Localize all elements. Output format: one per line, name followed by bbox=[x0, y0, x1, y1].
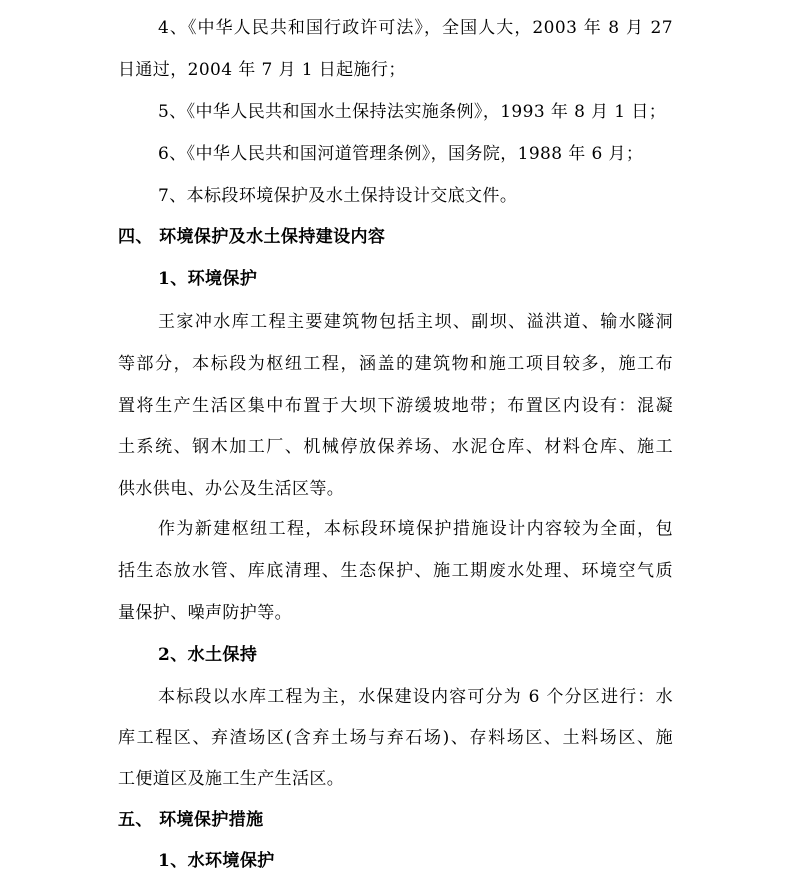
paragraph-line: 工便道区及施工生产生活区。 bbox=[118, 769, 345, 789]
paragraph-line: 供水供电、办公及生活区等。 bbox=[118, 479, 345, 499]
paragraph-line: 括生态放水管、库底清理、生态保护、施工期废水处理、环境空气质 bbox=[118, 561, 673, 581]
section-4-2-heading: 2、水土保持 bbox=[158, 645, 258, 665]
law-item-5: 5、《中华人民共和国水土保持法实施条例》，1993 年 8 月 1 日； bbox=[158, 102, 667, 122]
law-item-6: 6、《中华人民共和国河道管理条例》，国务院，1988 年 6 月； bbox=[158, 144, 644, 164]
paragraph-line: 作为新建枢纽工程，本标段环境保护措施设计内容较为全面，包 bbox=[158, 519, 673, 539]
law-item-7: 7、本标段环境保护及水土保持设计交底文件。 bbox=[158, 186, 518, 206]
paragraph-line: 量保护、噪声防护等。 bbox=[118, 603, 292, 623]
law-item-4-line-2: 日通过，2004 年 7 月 1 日起施行； bbox=[118, 60, 406, 80]
paragraph-line: 本标段以水库工程为主，水保建设内容可分为 6 个分区进行：水 bbox=[158, 687, 673, 707]
section-5-1-heading: 1、水环境保护 bbox=[158, 851, 275, 871]
section-5-heading: 五、 环境保护措施 bbox=[118, 810, 264, 830]
paragraph-line: 库工程区、弃渣场区(含弃土场与弃石场)、存料场区、土料场区、施 bbox=[118, 728, 673, 748]
paragraph-line: 王家冲水库工程主要建筑物包括主坝、副坝、溢洪道、输水隧洞 bbox=[158, 312, 673, 332]
section-4-1-heading: 1、环境保护 bbox=[158, 269, 258, 289]
section-4-heading: 四、 环境保护及水土保持建设内容 bbox=[118, 227, 386, 247]
paragraph-line: 等部分，本标段为枢纽工程，涵盖的建筑物和施工项目较多，施工布 bbox=[118, 354, 673, 374]
law-item-4-line-1: 4、《中华人民共和国行政许可法》，全国人大，2003 年 8 月 27 bbox=[158, 18, 673, 38]
paragraph-line: 置将生产生活区集中布置于大坝下游缓坡地带；布置区内设有：混凝 bbox=[118, 396, 673, 416]
paragraph-line: 土系统、钢木加工厂、机械停放保养场、水泥仓库、材料仓库、施工 bbox=[118, 437, 673, 457]
